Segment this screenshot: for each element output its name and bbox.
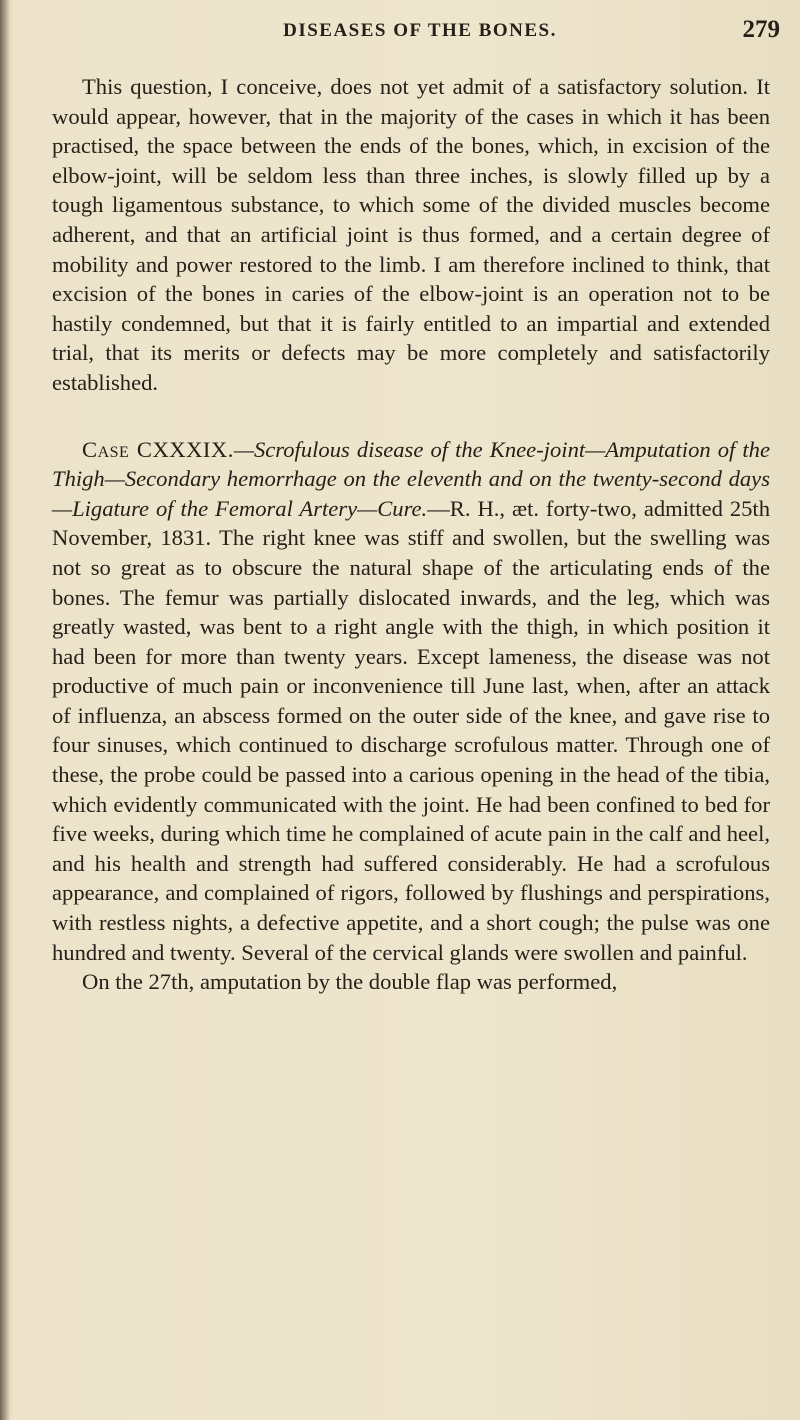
body-text xyxy=(52,72,770,997)
paragraph-excision-conclusion: This question, I conceive, does not yet admit of a satisfactory solution. It would appear, however, that in the majority of the cases in which it has been practised, the space between the ends of the bones, which, in excision of the elbow-joint, will be seldom less than three inches, is slowly filled up by a tough ligamentous substance, to which some of the divided muscles become adherent, and that an artificial joint is thus formed, and a certain degree of mobility and power restored to the limb. I am therefore inclined to think, that excision of the bones in caries of the elbow-joint is an operation not to be hastily condemned, but that it is fairly entitled to an impartial and extended trial, that its merits or defects may be more completely and satisfactorily established. xyxy=(52,74,770,395)
case-title: —Scrofulous disease of the Knee-joint—Amputation of the Thigh—Secondary hemorrhage on the eleventh and on the twenty-second days—Ligature of the Femoral Artery—Cure. xyxy=(52,436,771,521)
paragraph-amputation: On the 27th, amputation by the double flap was performed, xyxy=(82,969,618,995)
page-number: 279 xyxy=(742,16,780,43)
running-title: DISEASES OF THE BONES. xyxy=(283,20,557,41)
paragraph-case-report xyxy=(52,435,770,968)
case-text: —R. H., æt. forty-two, admitted 25th November, 1831. The right knee was stiff and swollen, but the swelling was not so great as to obscure the natural shape of the articulating ends of the bones. The femur was partially dislocated inwards, and the leg, which was greatly wasted, was bent to a right angle with the thigh, in which position it had been for more than twenty years. Except lameness, the disease was not productive of much pain or inconvenience till June last, when, after an attack of influenza, an abscess formed on the outer side of the knee, and gave rise to four sinuses, which continued to discharge scrofulous matter. Through one of these, the probe could be passed into a carious opening in the head of the tibia, which evidently communicated with the joint. He had been confined to bed for five weeks, during which time he complained of acute pain in the calf and heel, and his health and strength had suffered considerably. He had a scrofulous appearance, and complained of rigors, followed by flushings and perspirations, with restless nights, a defective appetite, and a short cough; the pulse was one hundred and twenty. Several of the cervical glands were swollen and painful. xyxy=(52,495,770,965)
case-label: Case CXXXIX. xyxy=(82,436,234,462)
binding-edge xyxy=(0,0,10,1420)
running-head xyxy=(60,14,780,50)
